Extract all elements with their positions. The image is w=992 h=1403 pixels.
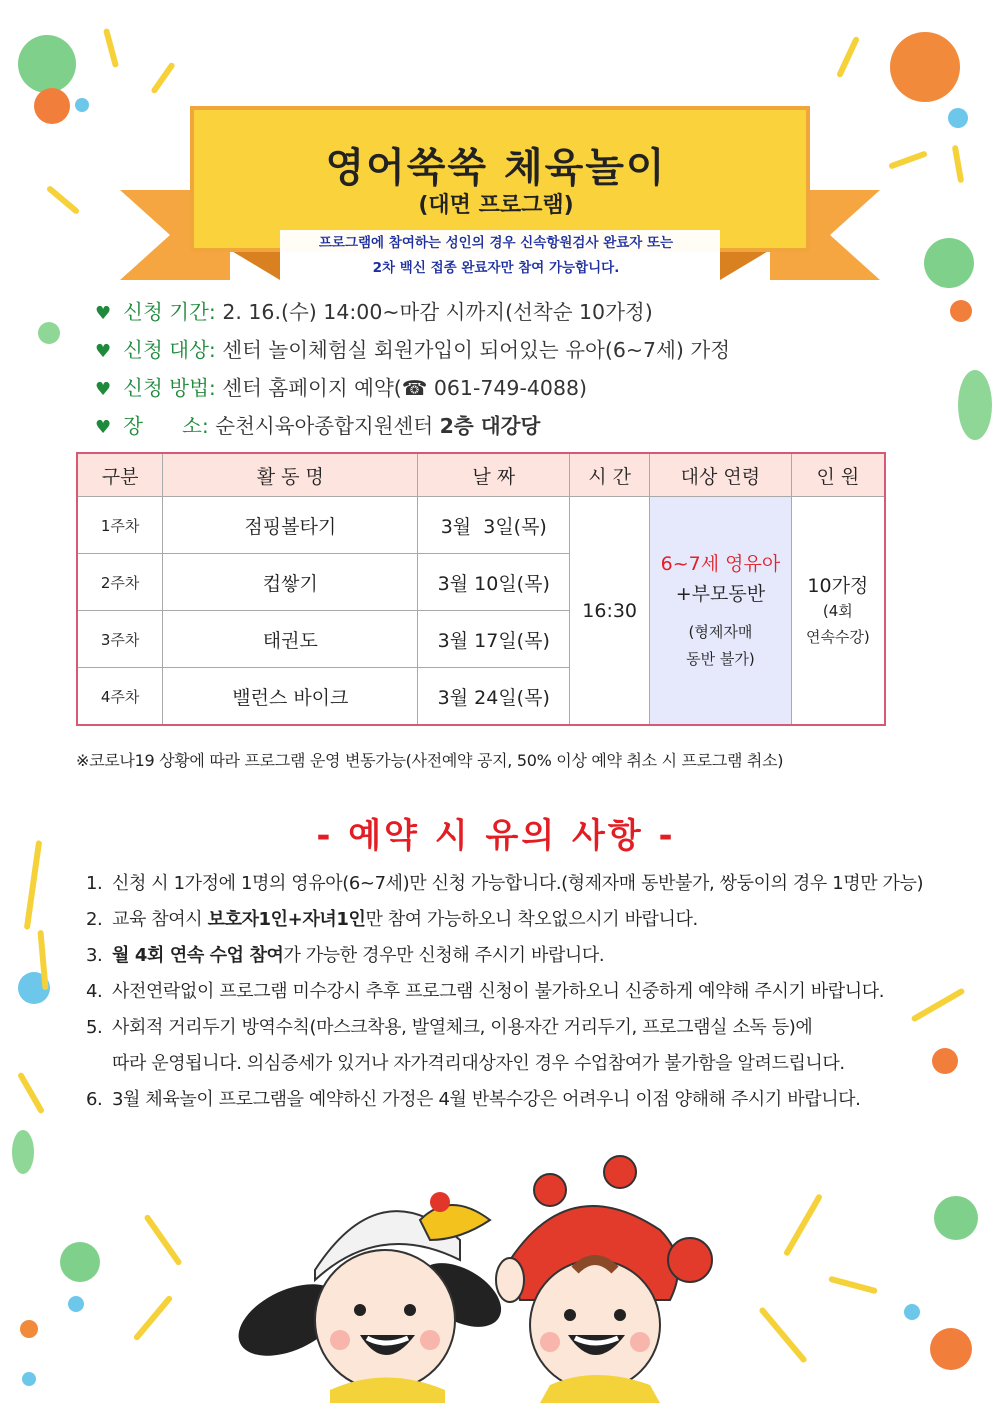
column-header: 구분 [77, 453, 163, 497]
schedule-table [76, 452, 886, 726]
note-number: 1. [86, 873, 103, 894]
note-text: 신청 시 1가정에 1명의 영유아(6~7세)만 신청 가능합니다.(형제자매 동반불가, 쌍둥이의 경우 1명만 가능) [112, 873, 924, 894]
activity-cell: 점핑볼타기 [163, 497, 418, 554]
column-header: 활 동 명 [163, 453, 418, 497]
info-value: 센터 놀이체험실 회원가입이 되어있는 유아(6~7세) 가정 [222, 338, 731, 362]
notes-list [86, 866, 923, 1118]
note-text: 사회적 거리두기 방역수칙(마스크착용, 발열체크, 이용자간 거리두기, 프로그램실 소독 등)에 [112, 1017, 813, 1038]
note-number: 3. [86, 945, 103, 966]
green-dot-decoration [38, 322, 60, 344]
date-cell: 3월 3일(목) [418, 497, 570, 554]
week-cell: 4주차 [77, 668, 163, 726]
sun-ray-decoration [143, 1214, 182, 1267]
info-target [95, 332, 730, 370]
info-value: 센터 홈페이지 예약(☎ 061-749-4088) [222, 376, 588, 400]
week-cell: 1주차 [77, 497, 163, 554]
info-place [95, 408, 730, 446]
note-number: 2. [86, 909, 103, 930]
green-dot-decoration [958, 370, 992, 440]
date-cell: 3월 10일(목) [418, 554, 570, 611]
blue-dot-decoration [22, 1372, 36, 1386]
green-dot-decoration [934, 1196, 978, 1240]
notice-line: 2차 백신 접종 완료자만 참여 가능합니다. [372, 260, 620, 276]
table-header-row [77, 453, 885, 497]
week-cell: 3주차 [77, 611, 163, 668]
age-line: 6~7세 영유아 [660, 552, 781, 575]
heart-icon: ♥ [95, 303, 112, 324]
mascot-illustration [220, 1150, 740, 1403]
blue-dot-decoration [68, 1296, 84, 1312]
orange-dot-decoration [950, 300, 972, 322]
column-header: 날 짜 [418, 453, 570, 497]
sun-ray-decoration [828, 1276, 878, 1295]
list-item-continued [86, 1046, 923, 1082]
age-line: 동반 불가) [686, 649, 755, 668]
note-bold-text: 보호자1인+자녀1인 [207, 909, 366, 930]
page-title: 영어쑥쑥 체육놀이 [325, 145, 667, 191]
activity-cell: 컵쌓기 [163, 554, 418, 611]
column-header: 대상 연령 [650, 453, 792, 497]
people-line: (4회 [822, 602, 853, 620]
age-line: +부모동반 [675, 582, 766, 605]
age-line: (형제자매 [688, 622, 753, 641]
green-dot-decoration [18, 35, 76, 93]
blue-dot-decoration [904, 1304, 920, 1320]
note-number: 5. [86, 1017, 103, 1038]
green-dot-decoration [12, 1130, 34, 1174]
list-item [86, 866, 923, 902]
note-text: 따라 운영됩니다. 의심증세가 있거나 자가격리대상자인 경우 수업참여가 불가함을 알려드립니다. [112, 1053, 845, 1074]
covid-footnote: ※코로나19 상황에 따라 프로그램 운영 변동가능(사전예약 공지, 50% 이상 예약 취소 시 프로그램 취소) [76, 751, 784, 770]
page-subtitle: (대면 프로그램) [418, 193, 574, 218]
list-item [86, 902, 923, 938]
info-method [95, 370, 730, 408]
week-cell: 2주차 [77, 554, 163, 611]
note-text: 사전연락없이 프로그램 미수강시 추후 프로그램 신청이 불가하오니 신중하게 예약해 주시기 바랍니다. [112, 981, 885, 1002]
info-value: 2. 16.(수) 14:00~마감 시까지(선착순 10가정) [222, 300, 653, 324]
people-cell [791, 497, 885, 726]
info-value: 순천시육아종합지원센터 [215, 414, 434, 438]
info-label: 신청 기간: [123, 300, 216, 324]
sun-ray-decoration [783, 1193, 823, 1257]
left-mascot [227, 1192, 511, 1403]
info-period [95, 294, 730, 332]
orange-dot-decoration [932, 1048, 958, 1074]
activity-cell: 밸런스 바이크 [163, 668, 418, 726]
heart-icon: ♥ [95, 341, 112, 362]
orange-dot-decoration [34, 88, 70, 124]
time-cell: 16:30 [570, 497, 650, 726]
info-value-bold: 2층 대강당 [439, 414, 541, 438]
orange-dot-decoration [20, 1320, 38, 1338]
age-cell [650, 497, 792, 726]
orange-dot-decoration [890, 32, 960, 102]
heart-icon: ♥ [95, 379, 112, 400]
application-info [95, 294, 730, 446]
list-item [86, 974, 923, 1010]
sun-ray-decoration [836, 36, 860, 78]
sun-ray-decoration [17, 1072, 45, 1115]
notice-line: 프로그램에 참여하는 성인의 경우 신속항원검사 완료자 또는 [318, 235, 674, 251]
green-dot-decoration [60, 1242, 100, 1282]
blue-dot-decoration [948, 108, 968, 128]
info-label: 신청 방법: [123, 376, 216, 400]
sun-ray-decoration [133, 1295, 174, 1342]
column-header: 시 간 [570, 453, 650, 497]
note-bold-text: 월 4회 연속 수업 참여 [112, 945, 284, 966]
note-number: 6. [86, 1089, 103, 1110]
blue-dot-decoration [75, 98, 89, 112]
activity-cell: 태권도 [163, 611, 418, 668]
people-line: 연속수강) [805, 628, 870, 646]
note-number: 4. [86, 981, 103, 1002]
column-header: 인 원 [791, 453, 885, 497]
section-title: - 예약 시 유의 사항 - [316, 816, 676, 856]
date-cell: 3월 17일(목) [418, 611, 570, 668]
list-item [86, 1010, 923, 1046]
right-mascot [496, 1156, 712, 1403]
orange-dot-decoration [930, 1328, 972, 1370]
info-label: 장 소: [123, 414, 209, 438]
covid-notice [0, 231, 992, 281]
date-cell: 3월 24일(목) [418, 668, 570, 726]
sun-ray-decoration [103, 28, 119, 68]
note-text: 만 참여 가능하오니 착오없으시기 바랍니다. [365, 909, 698, 930]
note-text: 3월 체육놀이 프로그램을 예약하신 가정은 4월 반복수강은 어려우니 이점 양해해 주시기 바랍니다. [112, 1089, 861, 1110]
info-label: 신청 대상: [123, 338, 216, 362]
list-item [86, 1082, 923, 1118]
note-text: 가 가능한 경우만 신청해 주시기 바랍니다. [283, 945, 605, 966]
sun-ray-decoration [758, 1306, 808, 1363]
list-item [86, 938, 923, 974]
note-text: 교육 참여시 [112, 909, 208, 930]
people-line: 10가정 [807, 575, 869, 597]
heart-icon: ♥ [95, 417, 112, 438]
table-row [77, 497, 885, 554]
